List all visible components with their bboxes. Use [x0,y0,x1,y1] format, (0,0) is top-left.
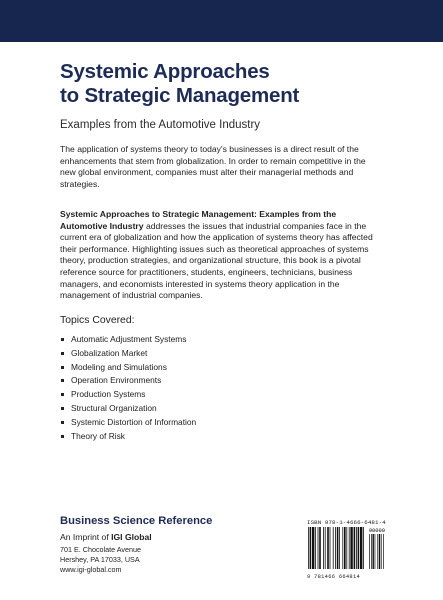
barcode-bar [330,527,331,569]
barcode-bar [342,527,343,569]
barcode-bars [307,527,387,569]
barcode-addon-bar [381,534,382,569]
address-line-1: 701 E. Chocolate Avenue [60,545,141,554]
description-paragraph [60,209,382,302]
barcode-addon-bar [371,534,372,569]
topic-item: Systemic Distortion of Information [60,416,196,430]
barcode-bar [363,527,364,569]
book-title [60,60,390,108]
barcode-bar [354,527,356,569]
barcode-addon-bar [375,534,376,569]
barcode-bar [335,527,336,569]
barcode-bar [346,527,347,569]
address-line-2: Hershey, PA 17033, USA [60,555,140,564]
barcode-bar [318,527,319,569]
barcode-bar [323,527,324,569]
barcode-bar [308,527,309,569]
barcode-bar [356,527,357,569]
topics-heading: Topics Covered: [60,315,135,326]
isbn-label: ISBN 978-1-4666-6481-4 [307,519,386,526]
topic-item: Structural Organization [60,402,196,416]
barcode-addon-digits: 90000 [368,528,385,534]
intro-paragraph: The application of systems theory to today's businesses is a direct result of the enhancements that stem from globalization. In order to remain competitive in the new global environment, companies must alter their managerial methods and strategies. [60,144,366,189]
barcode-bar [349,527,350,569]
barcode-bar [315,527,316,569]
website: www.igi-global.com [60,565,122,574]
barcode-addon-bar [383,534,384,569]
barcode-bar [312,527,314,569]
barcode-addon-bar [377,534,378,569]
book-subtitle: Examples from the Automotive Industry [60,119,261,131]
imprint-line [60,532,152,542]
barcode-bar [350,527,352,569]
topics-list [60,333,196,443]
imprint-prefix: An Imprint of [60,532,112,542]
barcode-bar [344,527,346,569]
topic-item: Globalization Market [60,347,196,361]
topic-item: Automatic Adjustment Systems [60,333,196,347]
barcode-bar [333,527,334,569]
topic-item: Operation Environments [60,374,196,388]
top-banner [0,0,443,42]
barcode [307,519,387,580]
topic-item: Modeling and Simulations [60,361,196,375]
topic-item: Production Systems [60,388,196,402]
barcode-bar [337,527,339,569]
title-line-2: to Strategic Management [60,84,300,107]
barcode-bar [325,527,326,569]
barcode-bar [310,527,312,569]
barcode-addon-bar [373,534,374,569]
description-text: addresses the issues that industrial companies face in the current era of globalization and how the application of systems theory has affected their performance. Highlighting issues such as theoretical approaches of systems theory, production strategies, and organizational structure, this book is a pivotal reference source for practitioners, students, engineers, technicians, business managers, and economists interested in systems theory application in the management of industrial companies. [60,220,373,301]
barcode-bar [327,527,329,569]
publisher-name: Business Science Reference [60,515,213,527]
title-line-1: Systemic Approaches [60,60,270,83]
barcode-bar [360,527,362,569]
barcode-bar [339,527,340,569]
barcode-bar [319,527,321,569]
barcode-digits: 9 781466 664814 [307,574,361,580]
description-bold-title: Systemic Approaches to Strategic Management: Examples from the Automotive Industry [60,209,337,231]
barcode-bar [358,527,360,569]
barcode-addon-bar [379,534,380,569]
imprint-name: IGI Global [111,532,152,542]
topic-item: Theory of Risk [60,430,196,444]
barcode-addon [369,534,384,569]
barcode-addon-bar [369,534,370,569]
barcode-main [308,527,364,569]
